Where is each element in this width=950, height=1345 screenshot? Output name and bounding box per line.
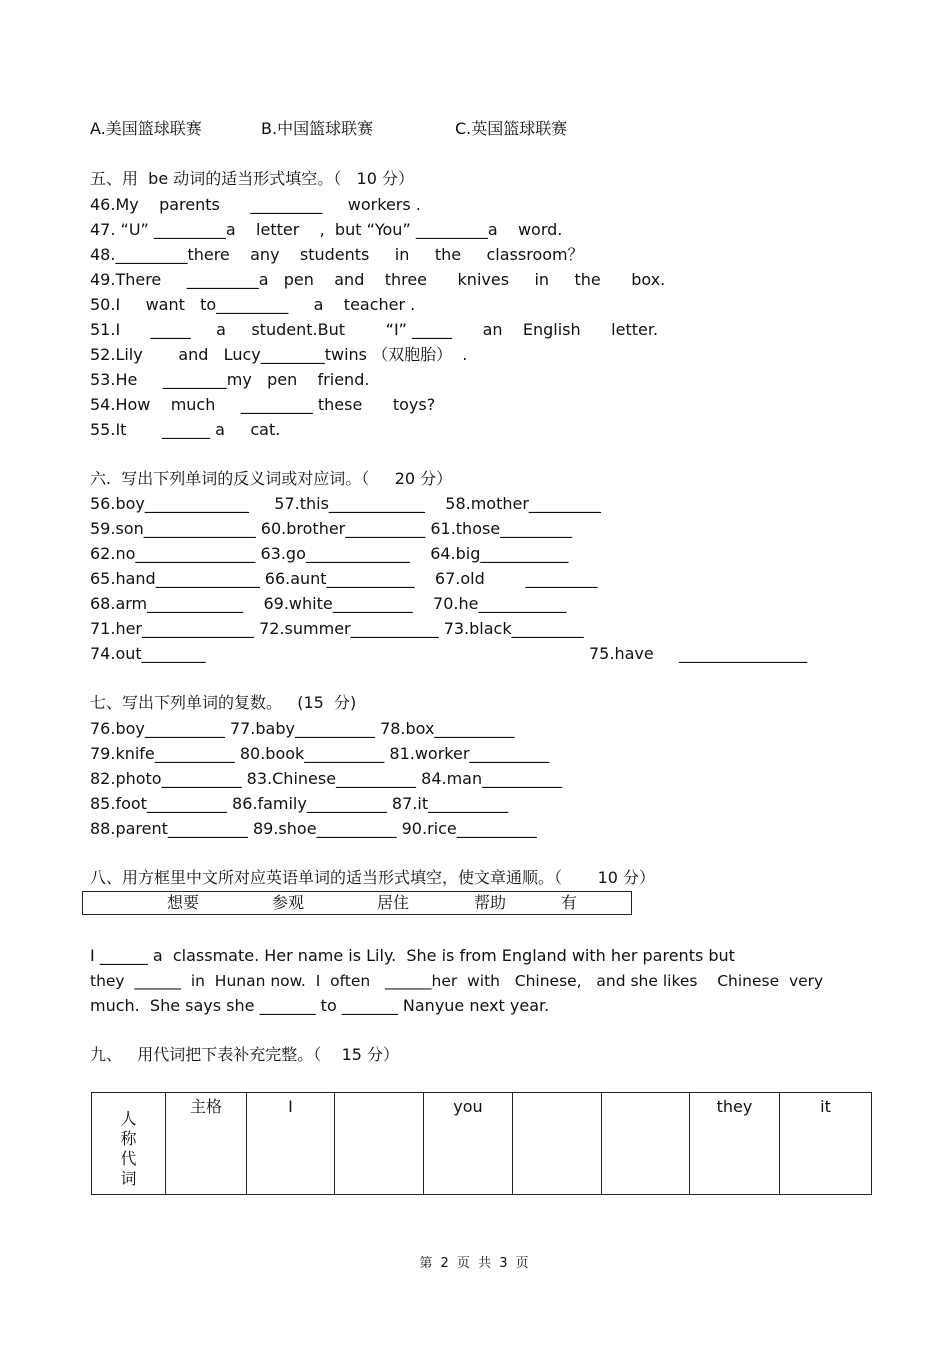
section6-row: 56.boy_____________ 57.this____________ 58.mother_________ — [90, 494, 601, 513]
question-55: 55.It ______ a cat. — [90, 420, 281, 439]
passage-line: I ______ a classmate. Her name is Lily. She is from England with her parents but — [90, 946, 735, 965]
section5-title: 五、用 be 动词的适当形式填空。（ 10 分） — [90, 169, 414, 188]
box-word: 想要 — [167, 893, 200, 912]
question-54: 54.How much _________ these toys? — [90, 395, 436, 414]
section6-row: 65.hand_____________ 66.aunt___________ 67.old _________ — [90, 569, 598, 588]
question-49: 49.There _________a pen and three knives in the box. — [90, 270, 666, 289]
section6-item-74: 74.out________ — [90, 644, 206, 663]
question-48: 48._________there any students in the classroom？ — [90, 245, 584, 264]
page-number: 第 2 页 共 3 页 — [419, 1256, 531, 1271]
section6-title: 六. 写出下列单词的反义词或对应词。（ 20 分） — [90, 469, 453, 488]
section7-title: 七、写出下列单词的复数。 (15 分) — [90, 693, 357, 712]
option-b: B.中国篮球联赛 — [261, 119, 374, 138]
question-52: 52.Lily and Lucy________twins （双胞胎） . — [90, 345, 468, 364]
option-a: A.美国篮球联赛 — [90, 119, 202, 138]
table-cell-blank[interactable] — [602, 1093, 690, 1195]
table-cell-blank[interactable] — [513, 1093, 602, 1195]
section8-title: 八、用方框里中文所对应英语单词的适当形式填空，使文章通顺。（ 10 分） — [90, 868, 656, 887]
question-50: 50.I want to_________ a teacher . — [90, 295, 416, 314]
table-cell-blank[interactable] — [335, 1093, 424, 1195]
row-header — [92, 1093, 166, 1195]
section7-row: 85.foot__________ 86.family__________ 87.it__________ — [90, 794, 509, 813]
section6-row: 68.arm____________ 69.white__________ 70.he___________ — [90, 594, 567, 613]
section6-row: 71.her______________ 72.summer___________ 73.black_________ — [90, 619, 584, 638]
section6-row: 59.son______________ 60.brother__________ 61.those_________ — [90, 519, 573, 538]
section7-row: 79.knife__________ 80.book__________ 81.worker__________ — [90, 744, 550, 763]
row-header-char: 词 — [120, 1169, 137, 1188]
section6-item-75: 75.have ________________ — [589, 644, 808, 663]
box-word: 有 — [561, 893, 578, 912]
passage-line: much. She says she _______ to _______ Nanyue next year. — [90, 996, 550, 1015]
table-cell: I — [247, 1093, 335, 1195]
row-header-char: 称 — [120, 1129, 137, 1148]
question-53: 53.He ________my pen friend. — [90, 370, 370, 389]
box-word: 居住 — [377, 893, 410, 912]
section7-row: 76.boy__________ 77.baby__________ 78.box__________ — [90, 719, 515, 738]
box-word: 帮助 — [474, 893, 507, 912]
row-header-char: 人 — [120, 1109, 137, 1128]
section6-row: 62.no_______________ 63.go_____________ 64.big___________ — [90, 544, 569, 563]
section9-title: 九、 用代词把下表补充完整。（ 15 分） — [90, 1045, 400, 1064]
option-c: C.英国篮球联赛 — [455, 119, 568, 138]
question-47: 47. “U” _________a letter , but “You” _________a word. — [90, 220, 563, 239]
table-cell: you — [424, 1093, 513, 1195]
table-cell: it — [780, 1093, 872, 1195]
question-46: 46.My parents _________ workers . — [90, 195, 421, 214]
table-cell: 主格 — [166, 1093, 247, 1195]
passage-line: they ______ in Hunan now. I often ______her with Chinese, and she likes Chinese very — [90, 972, 824, 990]
box-word: 参观 — [272, 893, 305, 912]
row-header-char: 代 — [120, 1149, 137, 1168]
section7-row: 82.photo__________ 83.Chinese__________ 84.man__________ — [90, 769, 563, 788]
word-box — [82, 891, 632, 915]
table-cell: they — [690, 1093, 780, 1195]
pronoun-table — [91, 1092, 872, 1195]
question-51: 51.I _____ a student.But “I” _____ an English letter. — [90, 320, 659, 339]
section7-row: 88.parent__________ 89.shoe__________ 90.rice__________ — [90, 819, 537, 838]
